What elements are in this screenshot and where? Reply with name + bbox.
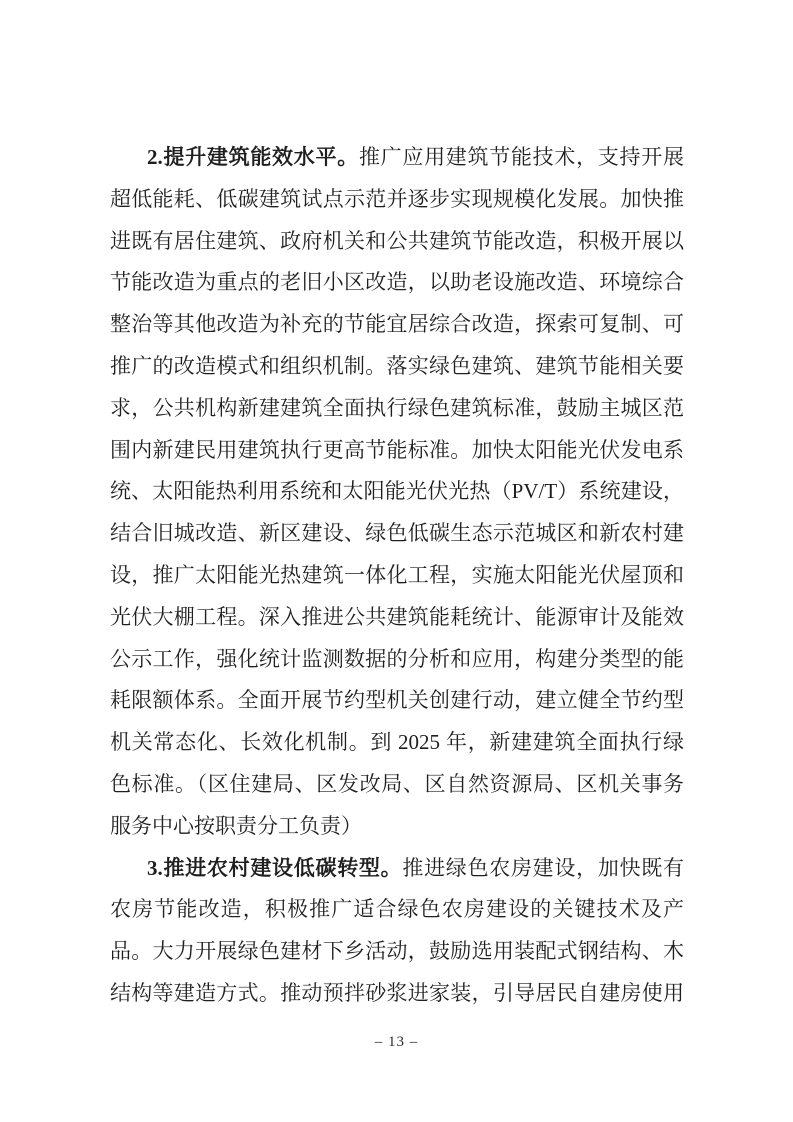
body-text: 结合旧城改造、新区建设、绿色低碳生态示范城区和新农村建: [110, 521, 684, 546]
body-text: 公示工作，强化统计监测数据的分析和应用，构建分类型的能: [110, 646, 684, 671]
body-text: 色标准。: [110, 771, 197, 796]
body-text: 农房节能改造，积极推广适合绿色农房建设的关键技术及产: [110, 897, 684, 922]
body-text: 机关常态化、长效化机制。到 2025 年，新建建筑全面执行绿: [110, 730, 684, 755]
body-text: 推广应用建筑节能技术，支持开展: [358, 145, 684, 169]
body-text: 设，推广太阳能光热建筑一体化工程，实施太阳能光伏屋顶和: [110, 562, 684, 587]
text-line: [110, 513, 684, 555]
text-line: [110, 555, 684, 597]
responsibility-note: （区住建局、区发改局、区自然资源局、区机关事务: [196, 771, 685, 796]
text-line: [110, 346, 684, 388]
body-text: 超低能耗、低碳建筑试点示范并逐步实现规模化发展。加快推: [110, 186, 684, 211]
text-line: [110, 806, 684, 848]
body-text: 推进绿色农房建设，加快既有: [402, 855, 684, 880]
text-line: [110, 931, 684, 973]
text-line: [110, 973, 684, 1015]
body-text: 耗限额体系。全面开展节约型机关创建行动，建立健全节约型: [110, 688, 684, 713]
body-text: 节能改造为重点的老旧小区改造，以助老设施改造、环境综合: [110, 270, 684, 295]
paragraph-lead: 2.提升建筑能效水平。: [147, 145, 359, 169]
body-text: 进既有居住建筑、政府机关和公共建筑节能改造，积极开展以: [110, 228, 684, 253]
text-line: [110, 471, 684, 513]
body-text: 结构等建造方式。推动预拌砂浆进家装，引导居民自建房使用: [110, 980, 684, 1005]
body-text: 统、太阳能热利用系统和太阳能光伏光热（PV/T）系统建设，: [110, 479, 684, 504]
text-line: [110, 179, 684, 221]
text-line: [110, 304, 684, 346]
body-text: 光伏大棚工程。深入推进公共建筑能耗统计、能源审计及能效: [110, 604, 684, 629]
body-text: 求，公共机构新建建筑全面执行绿色建筑标准，鼓励主城区范: [110, 395, 684, 420]
body-text: 整治等其他改造为补充的节能宜居综合改造，探索可复制、可: [110, 312, 684, 337]
body-text: 围内新建民用建筑执行更高节能标准。加快太阳能光伏发电系: [110, 437, 684, 462]
text-line: [110, 848, 684, 890]
text-line: [110, 639, 684, 681]
body-text: 推广的改造模式和组织机制。落实绿色建筑、建筑节能相关要: [110, 353, 684, 378]
text-line: [110, 680, 684, 722]
body-text: 品。大力开展绿色建材下乡活动，鼓励选用装配式钢结构、木: [110, 939, 684, 964]
responsibility-note: 服务中心按职责分工负责）: [110, 813, 362, 838]
text-line: [110, 889, 684, 931]
text-line: [110, 764, 684, 806]
text-line: [110, 221, 684, 263]
document-body: [110, 137, 684, 1015]
paragraph-lead: 3.推进农村建设低碳转型。: [147, 855, 403, 880]
text-line: [110, 137, 684, 179]
text-line: [110, 388, 684, 430]
page-number: – 13 –: [374, 1034, 419, 1050]
text-line: [110, 722, 684, 764]
text-line: [110, 597, 684, 639]
text-line: [110, 262, 684, 304]
text-line: [110, 430, 684, 472]
